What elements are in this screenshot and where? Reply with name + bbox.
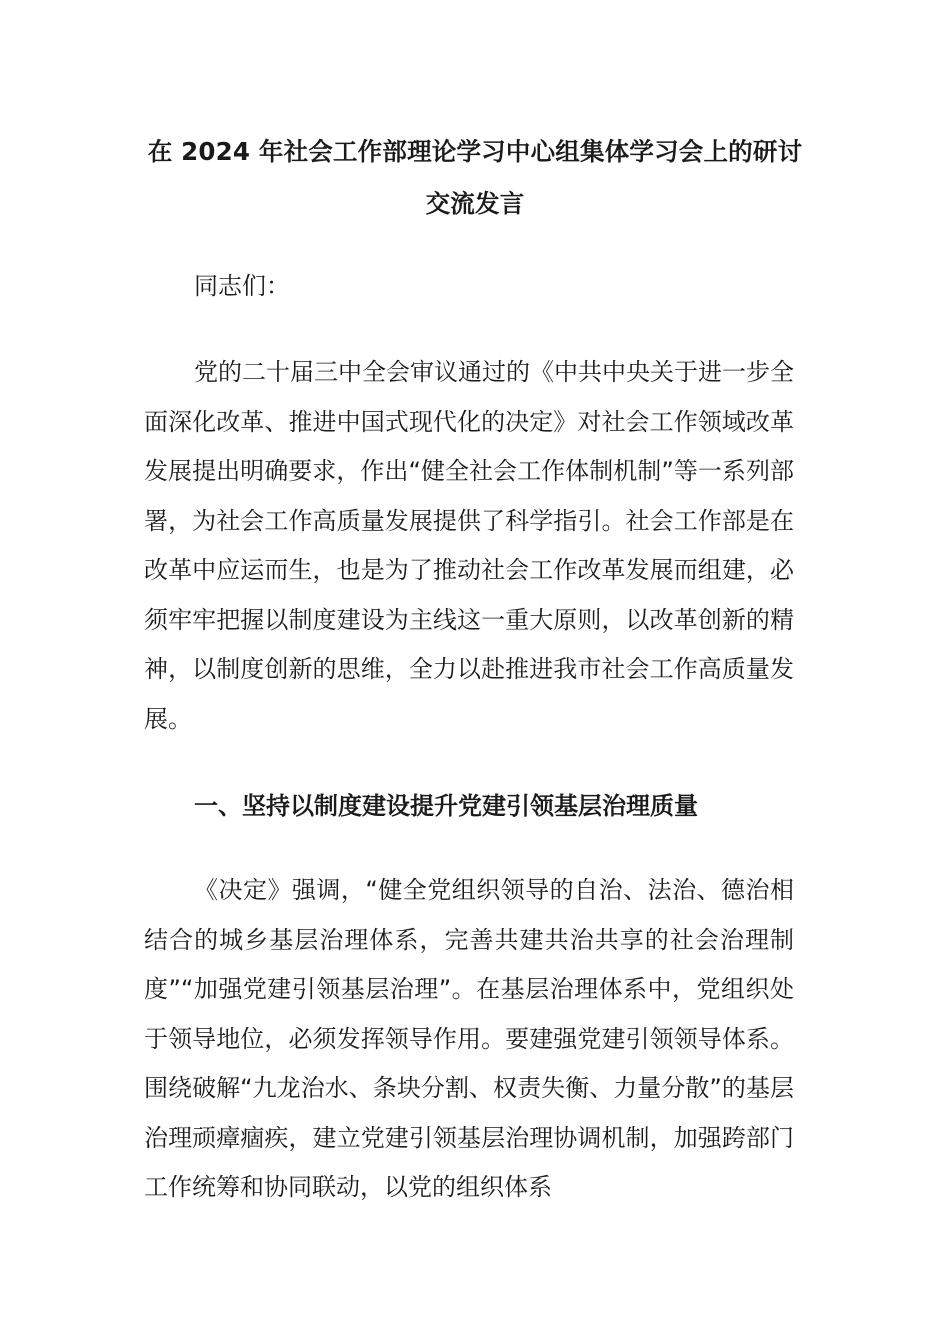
greeting: 同志们： (194, 272, 290, 300)
section-heading: 一、坚持以制度建设提升党建引领基层治理质量 (194, 792, 698, 820)
body-paragraph: 党的二十届三中全会审议通过的《中共中央关于进一步全面深化改革、推进中国式现代化的决定》对社会工作领域改革发展提出明确要求，作出“健全社会工作体制机制”等一系列部署，为社会工作高质量发展提供了科学指引。社会工作部是在改革中应运而生，也是为了推动社会工作改革发展而组建，必须牢牢把握以制度建设为主线这一重大原则，以改革创新的精神，以制度创新的思维，全力以赴推进我市社会工作高质量发展。 (144, 358, 794, 733)
document-title: 在 2024 年社会工作部理论学习中心组集体学习会上的研讨交流发言 (147, 137, 803, 218)
section-paragraph: 《决定》强调，“健全党组织领导的自治、法治、德治相结合的城乡基层治理体系，完善共建共治共享的社会治理制度”“加强党建引领基层治理”。在基层治理体系中，党组织处于领导地位，必须发挥领导作用。要建强党建引领领导体系。围绕破解“九龙治水、条块分割、权责失衡、力量分散”的基层治理顽瘴痼疾，建立党建引领基层治理协调机制，加强跨部门工作统筹和协同联动，以党的组织体系 (144, 876, 794, 1201)
